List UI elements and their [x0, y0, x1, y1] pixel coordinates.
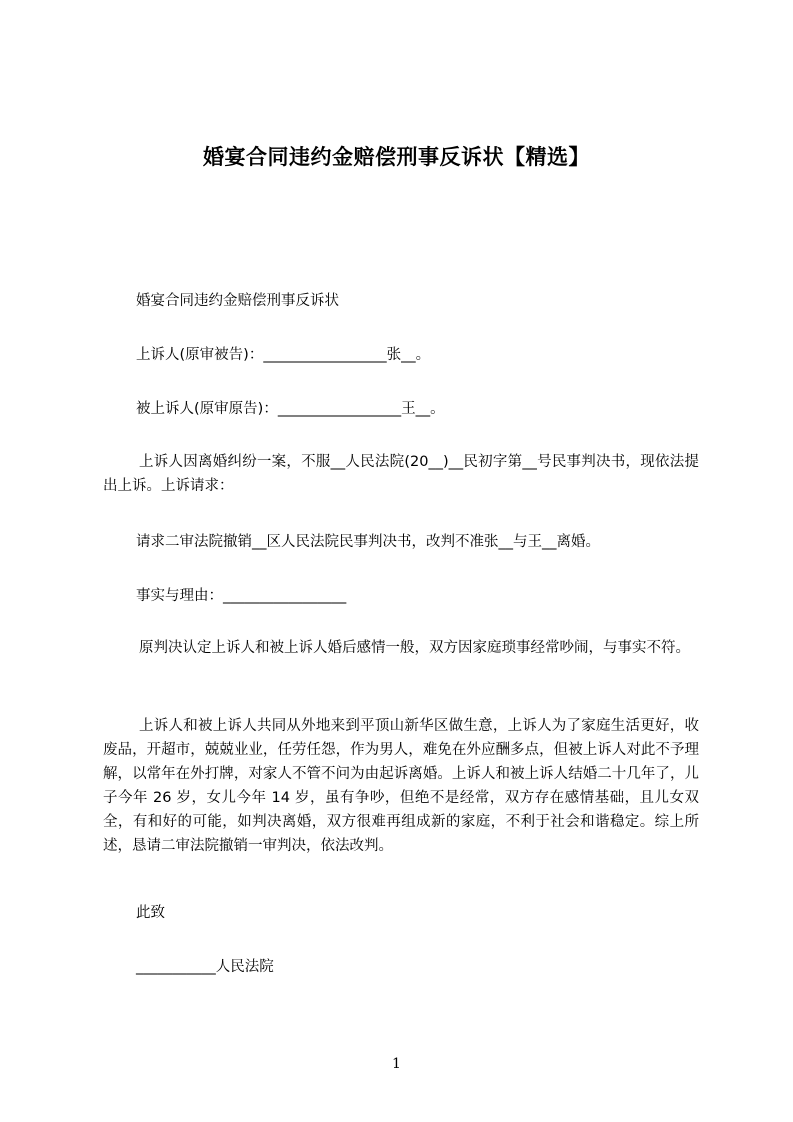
reasons-paragraph: 上诉人和被上诉人共同从外地来到平顶山新华区做生意，上诉人为了家庭生活更好，收废品，开超市，兢兢业业，任劳任怨，作为男人，难免在外应酬多点，但被上诉人对此不予理解，以常年在外打牌，对家人不管不问为由起诉离婚。上诉人和被上诉人结婚二十几年了，儿子今年 26 岁，女儿今年 14 岁，虽有争吵，但绝不是经常，双方存在感情基础，且儿女双全，有和好的可能，如判决离婚，双方很难再组成新的家庭，不利于社会和谐稳定。综上所述，恳请二审法院撤销一审判决，依法改判。 — [103, 718, 699, 854]
appellee-line: 被上诉人(原审原告)：_________________王__。 — [136, 401, 445, 417]
appellant-line: 上诉人(原审被告)：_________________张__。 — [136, 347, 431, 363]
document-title: 婚宴合同违约金赔偿刑事反诉状【精选】 — [203, 145, 590, 169]
closing-line: 此致 — [136, 905, 165, 921]
court-line: ___________人民法院 — [136, 959, 274, 975]
subtitle: 婚宴合同违约金赔偿刑事反诉状 — [136, 293, 339, 309]
appeal-paragraph: 上诉人因离婚纠纷一案，不服__人民法院(20__)__民初字第__号民事判决书，现依法提出上诉。上诉请求： — [103, 454, 699, 494]
page-number: 1 — [392, 1056, 401, 1072]
facts-label: 事实与理由：_________________ — [136, 588, 347, 604]
request-line: 请求二审法院撤销__区人民法院民事判决书，改判不准张__与王__离婚。 — [136, 534, 600, 550]
judgment-paragraph: 原判决认定上诉人和被上诉人婚后感情一般，双方因家庭琐事经常吵闹，与事实不符。 — [139, 640, 690, 656]
